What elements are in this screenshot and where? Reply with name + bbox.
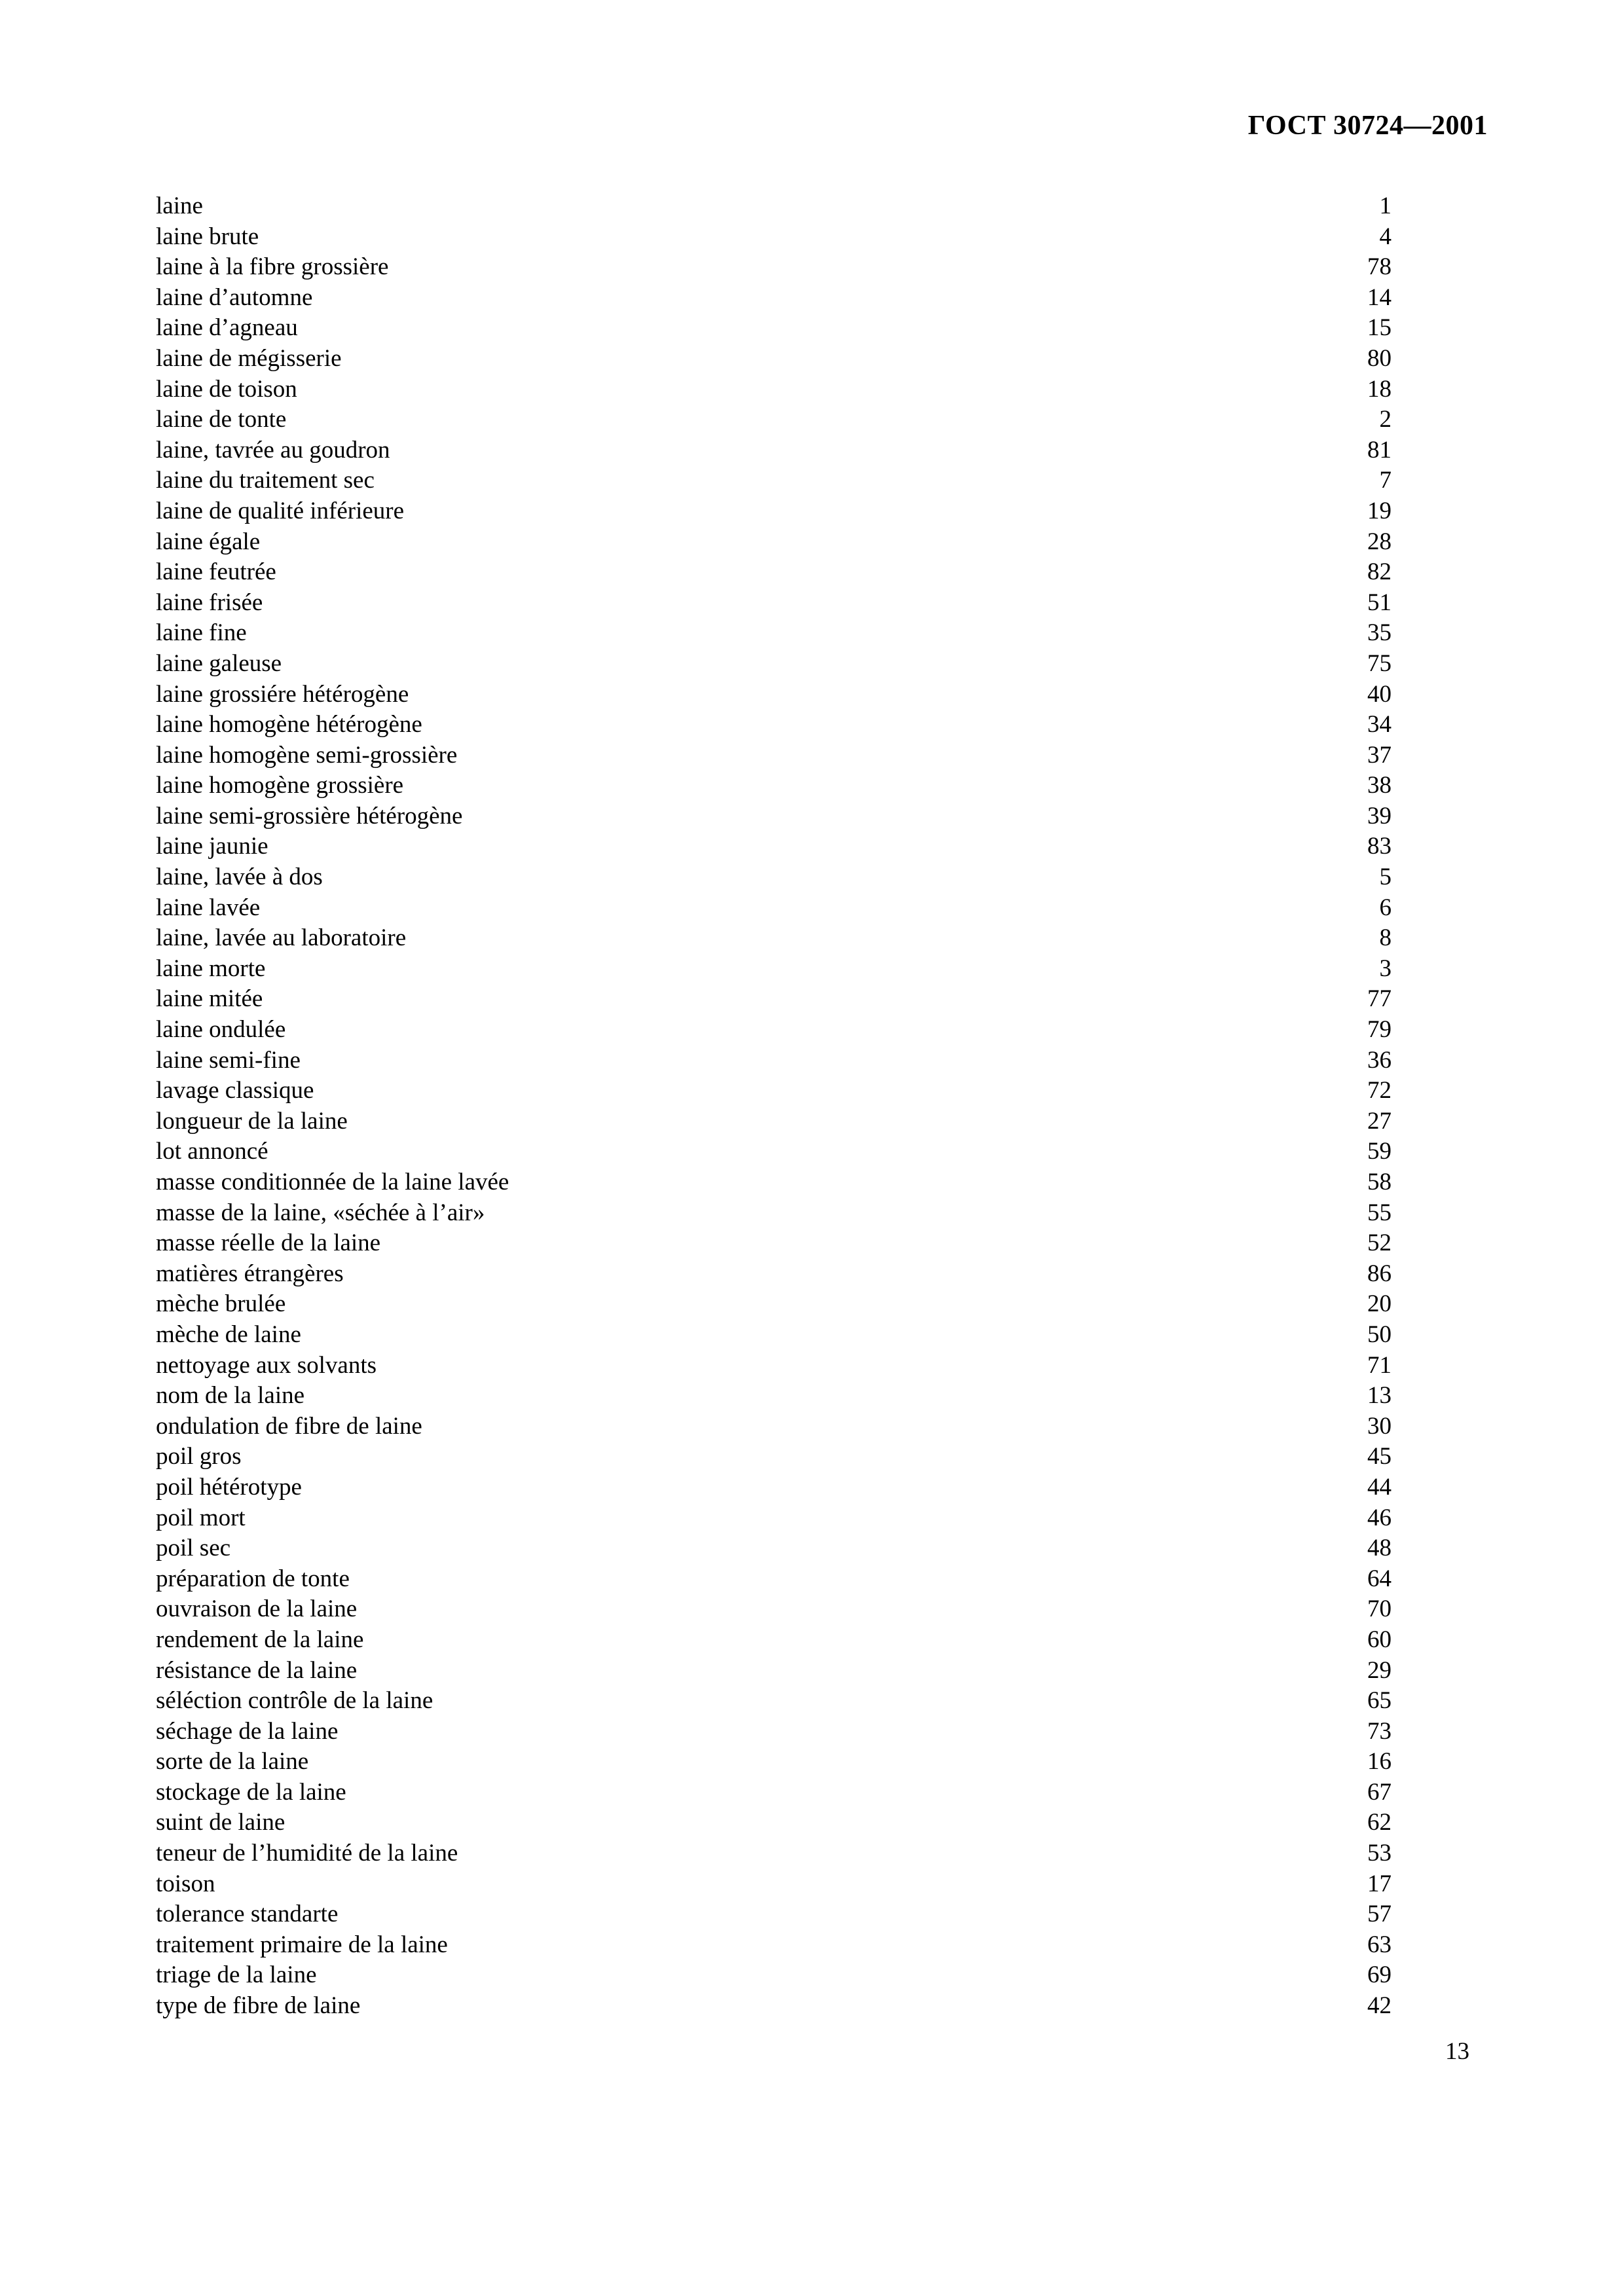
index-term-number: 46 bbox=[1367, 1504, 1392, 1531]
index-term: laine mitée bbox=[156, 985, 263, 1013]
index-term-number: 44 bbox=[1367, 1473, 1392, 1501]
index-term: laine lavée bbox=[156, 894, 261, 921]
index-term: laine morte bbox=[156, 955, 266, 982]
index-term: laine homogène semi-grossière bbox=[156, 741, 458, 769]
index-term-number: 20 bbox=[1367, 1290, 1392, 1318]
index-row bbox=[156, 1351, 1392, 1381]
index-row bbox=[156, 496, 1392, 527]
index-term: stockage de la laine bbox=[156, 1778, 346, 1806]
index-row bbox=[156, 710, 1392, 740]
index-term: laine d’agneau bbox=[156, 314, 298, 342]
index-term-number: 14 bbox=[1367, 283, 1392, 311]
index-term: triage de la laine bbox=[156, 1961, 317, 1989]
index-term: laine bbox=[156, 192, 203, 219]
index-term: nettoyage aux solvants bbox=[156, 1351, 377, 1379]
index-row bbox=[156, 1625, 1392, 1656]
index-row bbox=[156, 1594, 1392, 1625]
index-row bbox=[156, 1960, 1392, 1991]
index-term-number: 86 bbox=[1367, 1260, 1392, 1287]
index-term-number: 65 bbox=[1367, 1687, 1392, 1715]
index-row bbox=[156, 1289, 1392, 1320]
index-term: teneur de l’humidité de la laine bbox=[156, 1840, 458, 1867]
index-term: laine grossiére hétérogène bbox=[156, 680, 409, 708]
index-row bbox=[156, 435, 1392, 466]
index-row bbox=[156, 527, 1392, 558]
index-row bbox=[156, 405, 1392, 435]
index-row bbox=[156, 1747, 1392, 1777]
index-row bbox=[156, 954, 1392, 985]
index-term-number: 52 bbox=[1367, 1230, 1392, 1257]
index-term: nom de la laine bbox=[156, 1382, 305, 1410]
index-term: masse de la laine, «séchée à l’air» bbox=[156, 1199, 485, 1226]
index-term: poil sec bbox=[156, 1535, 231, 1562]
index-term: laine homogène grossière bbox=[156, 772, 404, 799]
index-row bbox=[156, 1412, 1392, 1442]
index-term-number: 16 bbox=[1367, 1748, 1392, 1776]
index-row bbox=[156, 1046, 1392, 1076]
index-term: laine à la fibre grossière bbox=[156, 253, 389, 281]
index-term: laine de mégisserie bbox=[156, 344, 342, 372]
index-term-number: 69 bbox=[1367, 1961, 1392, 1989]
index-term: laine de qualité inférieure bbox=[156, 497, 405, 524]
index-term: rendement de la laine bbox=[156, 1626, 364, 1653]
index-row bbox=[156, 1869, 1392, 1900]
index-term-number: 64 bbox=[1367, 1565, 1392, 1592]
index-term-number: 57 bbox=[1367, 1901, 1392, 1928]
index-term-number: 7 bbox=[1379, 467, 1392, 494]
index-term-number: 29 bbox=[1367, 1656, 1392, 1684]
index-term: lot annoncé bbox=[156, 1138, 268, 1165]
index-term: laine semi-fine bbox=[156, 1046, 301, 1074]
index-term: laine, tavrée au goudron bbox=[156, 436, 390, 464]
index-row bbox=[156, 771, 1392, 801]
index-term-number: 18 bbox=[1367, 375, 1392, 403]
index-term: ondulation de fibre de laine bbox=[156, 1412, 422, 1440]
index-term-number: 58 bbox=[1367, 1169, 1392, 1195]
page-number: 13 bbox=[1445, 2038, 1469, 2065]
index-row bbox=[156, 923, 1392, 954]
index-term: masse conditionnée de la laine lavée bbox=[156, 1169, 509, 1195]
index-row bbox=[156, 984, 1392, 1015]
index-row bbox=[156, 1472, 1392, 1503]
index-term: tolerance standarte bbox=[156, 1901, 339, 1928]
index-term: laine du traitement sec bbox=[156, 467, 375, 494]
index-row bbox=[156, 618, 1392, 649]
index-term-number: 19 bbox=[1367, 497, 1392, 524]
index-term: mèche de laine bbox=[156, 1321, 301, 1348]
index-term-number: 28 bbox=[1367, 528, 1392, 555]
index-term-number: 13 bbox=[1367, 1382, 1392, 1410]
index-term: poil hétérotype bbox=[156, 1473, 302, 1501]
index-row bbox=[156, 1320, 1392, 1351]
index-term: laine de toison bbox=[156, 375, 297, 403]
index-term-number: 51 bbox=[1367, 589, 1392, 616]
index-term: laine de tonte bbox=[156, 406, 287, 433]
index-term-number: 81 bbox=[1367, 436, 1392, 464]
index-term: ouvraison de la laine bbox=[156, 1595, 358, 1623]
index-term-number: 62 bbox=[1367, 1809, 1392, 1836]
term-index-list bbox=[156, 191, 1392, 2022]
index-term: laine feutrée bbox=[156, 558, 276, 586]
index-term-number: 42 bbox=[1367, 1992, 1392, 2020]
index-term-number: 3 bbox=[1379, 955, 1392, 982]
index-term: matières étrangères bbox=[156, 1260, 344, 1287]
index-term-number: 15 bbox=[1367, 314, 1392, 342]
index-term-number: 34 bbox=[1367, 711, 1392, 738]
index-term-number: 78 bbox=[1367, 253, 1392, 281]
index-row bbox=[156, 588, 1392, 619]
index-term-number: 75 bbox=[1367, 649, 1392, 677]
index-term-number: 40 bbox=[1367, 680, 1392, 708]
index-row bbox=[156, 374, 1392, 405]
index-term-number: 63 bbox=[1367, 1931, 1392, 1958]
index-term-number: 39 bbox=[1367, 802, 1392, 829]
index-row bbox=[156, 1838, 1392, 1869]
index-row bbox=[156, 344, 1392, 374]
index-term-number: 45 bbox=[1367, 1443, 1392, 1470]
index-row bbox=[156, 1198, 1392, 1229]
index-row bbox=[156, 1717, 1392, 1747]
index-row bbox=[156, 1442, 1392, 1472]
index-row bbox=[156, 1228, 1392, 1259]
index-term-number: 48 bbox=[1367, 1535, 1392, 1562]
index-term-number: 5 bbox=[1379, 864, 1392, 891]
index-term: laine fine bbox=[156, 619, 247, 647]
index-row bbox=[156, 1015, 1392, 1046]
index-term-number: 77 bbox=[1367, 985, 1392, 1013]
index-term-number: 73 bbox=[1367, 1717, 1392, 1745]
index-row bbox=[156, 649, 1392, 680]
index-term-number: 30 bbox=[1367, 1412, 1392, 1440]
index-term-number: 79 bbox=[1367, 1016, 1392, 1044]
index-row bbox=[156, 680, 1392, 710]
index-term: suint de laine bbox=[156, 1809, 286, 1836]
index-term: laine semi-grossière hétérogène bbox=[156, 802, 463, 829]
index-term: laine, lavée au laboratoire bbox=[156, 924, 407, 952]
index-term-number: 38 bbox=[1367, 772, 1392, 799]
index-term-number: 83 bbox=[1367, 833, 1392, 860]
index-row bbox=[156, 1381, 1392, 1412]
index-row bbox=[156, 893, 1392, 924]
index-row bbox=[156, 1533, 1392, 1564]
index-term: poil mort bbox=[156, 1504, 246, 1531]
index-row bbox=[156, 1259, 1392, 1290]
index-row bbox=[156, 1777, 1392, 1808]
index-row bbox=[156, 1930, 1392, 1961]
index-row bbox=[156, 191, 1392, 222]
index-term: toison bbox=[156, 1870, 215, 1897]
index-row bbox=[156, 557, 1392, 588]
index-term: lavage classique bbox=[156, 1077, 314, 1104]
index-term-number: 17 bbox=[1367, 1870, 1392, 1897]
index-term: séchage de la laine bbox=[156, 1717, 339, 1745]
index-row bbox=[156, 1808, 1392, 1838]
index-term-number: 60 bbox=[1367, 1626, 1392, 1653]
index-term-number: 36 bbox=[1367, 1046, 1392, 1074]
index-term: laine égale bbox=[156, 528, 261, 555]
index-term-number: 67 bbox=[1367, 1778, 1392, 1806]
index-row bbox=[156, 1106, 1392, 1137]
index-term: mèche brulée bbox=[156, 1290, 286, 1318]
index-term: longueur de la laine bbox=[156, 1107, 348, 1135]
index-term-number: 1 bbox=[1379, 192, 1392, 219]
index-row bbox=[156, 1899, 1392, 1930]
index-term-number: 6 bbox=[1379, 894, 1392, 921]
index-row bbox=[156, 831, 1392, 862]
index-row bbox=[156, 252, 1392, 283]
index-row bbox=[156, 465, 1392, 496]
index-term-number: 80 bbox=[1367, 344, 1392, 372]
index-term-number: 53 bbox=[1367, 1840, 1392, 1867]
index-term-number: 2 bbox=[1379, 406, 1392, 433]
index-term-number: 35 bbox=[1367, 619, 1392, 647]
index-term: laine galeuse bbox=[156, 649, 282, 677]
document-header: ГОСТ 30724—2001 bbox=[1247, 111, 1488, 141]
index-row bbox=[156, 1991, 1392, 2022]
index-term-number: 4 bbox=[1379, 223, 1392, 250]
index-row bbox=[156, 1656, 1392, 1686]
index-term-number: 82 bbox=[1367, 558, 1392, 586]
index-term: laine frisée bbox=[156, 589, 263, 616]
index-term: séléction contrôle de la laine bbox=[156, 1687, 433, 1715]
index-term-number: 50 bbox=[1367, 1321, 1392, 1348]
index-row bbox=[156, 1686, 1392, 1717]
index-row bbox=[156, 1503, 1392, 1534]
index-term-number: 70 bbox=[1367, 1595, 1392, 1623]
index-term-number: 37 bbox=[1367, 741, 1392, 769]
index-term-number: 59 bbox=[1367, 1138, 1392, 1165]
index-row bbox=[156, 1076, 1392, 1106]
index-term-number: 71 bbox=[1367, 1351, 1392, 1379]
index-row bbox=[156, 1137, 1392, 1167]
index-term-number: 8 bbox=[1379, 924, 1392, 952]
index-term: sorte de la laine bbox=[156, 1748, 309, 1776]
index-term: type de fibre de laine bbox=[156, 1992, 361, 2020]
index-row bbox=[156, 1564, 1392, 1595]
index-term: traitement primaire de la laine bbox=[156, 1931, 448, 1958]
index-row bbox=[156, 740, 1392, 771]
index-term: préparation de tonte bbox=[156, 1565, 350, 1592]
index-term: masse réelle de la laine bbox=[156, 1230, 381, 1257]
index-term-number: 55 bbox=[1367, 1199, 1392, 1226]
index-term: laine homogène hétérogène bbox=[156, 711, 422, 738]
index-term-number: 72 bbox=[1367, 1077, 1392, 1104]
index-term: laine d’automne bbox=[156, 283, 313, 311]
index-row bbox=[156, 313, 1392, 344]
index-term: laine, lavée à dos bbox=[156, 864, 323, 891]
index-term: résistance de la laine bbox=[156, 1656, 358, 1684]
index-term-number: 27 bbox=[1367, 1107, 1392, 1135]
index-row bbox=[156, 801, 1392, 832]
index-term: poil gros bbox=[156, 1443, 242, 1470]
index-row bbox=[156, 222, 1392, 253]
index-row bbox=[156, 1167, 1392, 1198]
index-term: laine ondulée bbox=[156, 1016, 286, 1044]
index-row bbox=[156, 283, 1392, 314]
index-term: laine jaunie bbox=[156, 833, 268, 860]
index-row bbox=[156, 862, 1392, 893]
index-term: laine brute bbox=[156, 223, 259, 250]
